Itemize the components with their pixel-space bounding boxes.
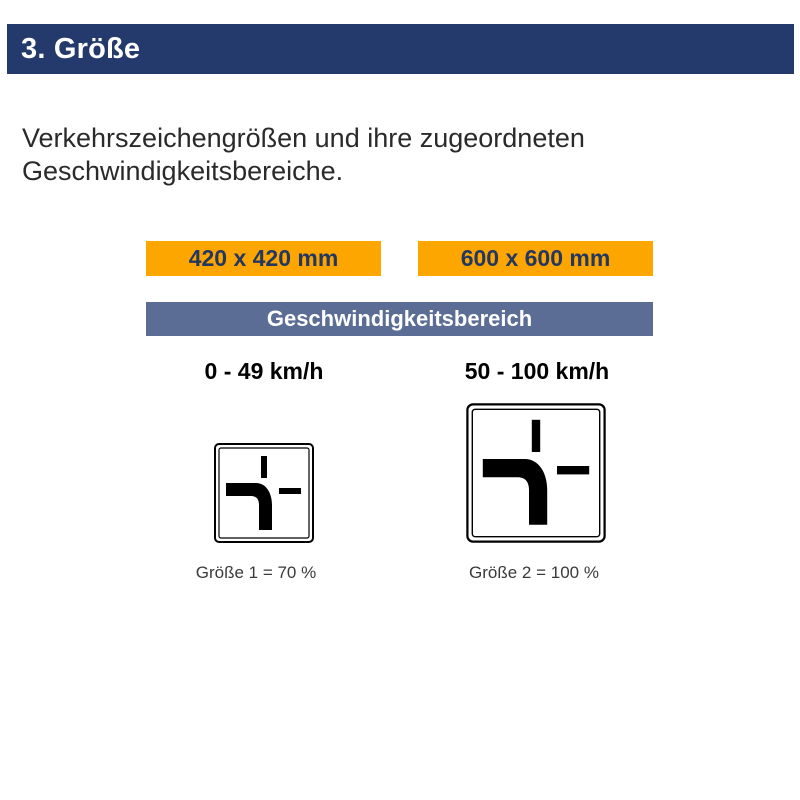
speed-range-large: 50 - 100 km/h <box>464 358 610 384</box>
priority-road-course-sign-icon <box>214 443 314 543</box>
size-caption-large: Größe 2 = 100 % <box>469 563 599 582</box>
size-label-large: 600 x 600 mm <box>418 241 653 276</box>
speed-range-small: 0 - 49 km/h <box>204 358 324 384</box>
priority-road-course-sign-icon <box>466 403 606 543</box>
intro-text: Verkehrszeichengrößen und ihre zugeordneten Geschwindigkeitsbereiche. <box>22 123 585 186</box>
size-caption-small: Größe 1 = 70 % <box>195 563 317 582</box>
size-label-small: 420 x 420 mm <box>146 241 381 276</box>
speed-range-header: Geschwindigkeitsbereich <box>146 302 653 336</box>
section-title: 3. Größe <box>21 32 141 65</box>
section-header <box>7 24 794 74</box>
